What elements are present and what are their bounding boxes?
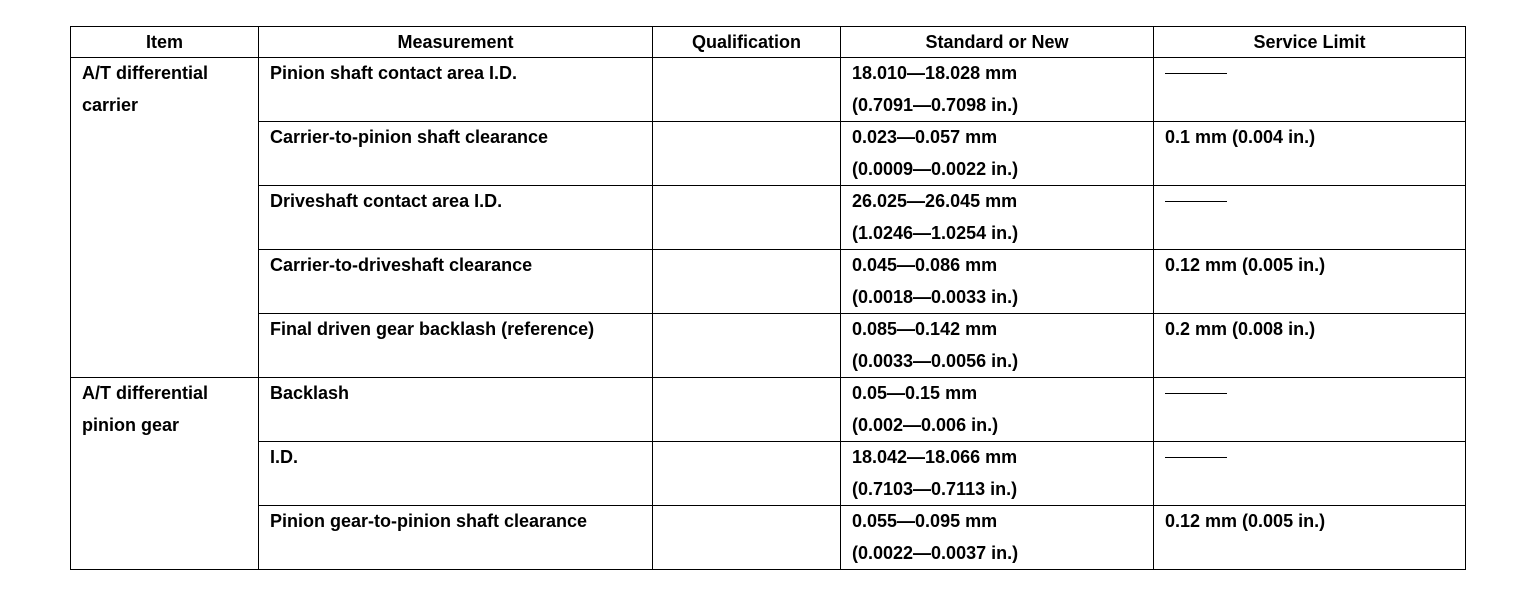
service-limit-cell: 0.12 mm (0.005 in.) [1154,506,1466,570]
standard-metric: 0.055—0.095 mm [852,511,998,531]
table-row [71,122,1466,186]
table-row [71,442,1466,506]
measurement-cell: Backlash [259,378,653,442]
header-qualification: Qualification [653,27,841,58]
header-measurement: Measurement [259,27,653,58]
qualification-cell [653,378,841,442]
no-limit-dash [1165,201,1227,202]
table-body [71,58,1466,570]
table-row [71,186,1466,250]
measurement-cell: Carrier-to-driveshaft clearance [259,250,653,314]
qualification-cell [653,122,841,186]
item-line: A/T differential [82,63,209,83]
header-row [71,27,1466,58]
qualification-cell [653,506,841,570]
service-limit-cell [1154,58,1466,122]
table-row [71,58,1466,122]
standard-imperial: (1.0246—1.0254 in.) [852,222,1019,243]
no-limit-dash [1165,457,1227,458]
item-line: carrier [82,94,139,115]
qualification-cell [653,442,841,506]
standard-metric: 0.023—0.057 mm [852,127,998,147]
standard-imperial: (0.0018—0.0033 in.) [852,286,1019,307]
no-limit-dash [1165,393,1227,394]
standard-cell [841,442,1154,506]
standard-cell [841,58,1154,122]
item-line: A/T differential [82,383,209,403]
qualification-cell [653,58,841,122]
measurement-cell: I.D. [259,442,653,506]
standard-imperial: (0.7103—0.7113 in.) [852,478,1018,499]
table-row [71,314,1466,378]
standard-metric: 0.085—0.142 mm [852,319,998,339]
standard-cell [841,122,1154,186]
standard-cell [841,250,1154,314]
qualification-cell [653,250,841,314]
service-limit-cell: 0.12 mm (0.005 in.) [1154,250,1466,314]
standard-cell [841,506,1154,570]
table-row [71,250,1466,314]
standard-metric: 26.025—26.045 mm [852,191,1018,211]
table-row [71,378,1466,442]
standard-imperial: (0.0022—0.0037 in.) [852,542,1019,563]
qualification-cell [653,186,841,250]
service-limit-cell [1154,378,1466,442]
standard-imperial: (0.0009—0.0022 in.) [852,158,1019,179]
service-limit-cell [1154,442,1466,506]
standard-metric: 18.010—18.028 mm [852,63,1018,83]
header-service-limit: Service Limit [1154,27,1466,58]
qualification-cell [653,314,841,378]
measurement-cell: Carrier-to-pinion shaft clearance [259,122,653,186]
standard-metric: 18.042—18.066 mm [852,447,1018,467]
item-cell [71,58,259,378]
header-item: Item [71,27,259,58]
item-cell [71,378,259,570]
standard-imperial: (0.002—0.006 in.) [852,414,999,435]
measurement-cell: Final driven gear backlash (reference) [259,314,653,378]
spec-table [70,26,1466,570]
standard-metric: 0.05—0.15 mm [852,383,978,403]
measurement-cell: Pinion gear-to-pinion shaft clearance [259,506,653,570]
header-standard: Standard or New [841,27,1154,58]
table-row [71,506,1466,570]
standard-imperial: (0.0033—0.0056 in.) [852,350,1019,371]
standard-cell [841,378,1154,442]
no-limit-dash [1165,73,1227,74]
standard-cell [841,186,1154,250]
measurement-cell: Pinion shaft contact area I.D. [259,58,653,122]
standard-metric: 0.045—0.086 mm [852,255,998,275]
measurement-cell: Driveshaft contact area I.D. [259,186,653,250]
service-limit-cell: 0.1 mm (0.004 in.) [1154,122,1466,186]
standard-cell [841,314,1154,378]
item-line: pinion gear [82,414,180,435]
service-limit-cell: 0.2 mm (0.008 in.) [1154,314,1466,378]
standard-imperial: (0.7091—0.7098 in.) [852,94,1019,115]
service-limit-cell [1154,186,1466,250]
